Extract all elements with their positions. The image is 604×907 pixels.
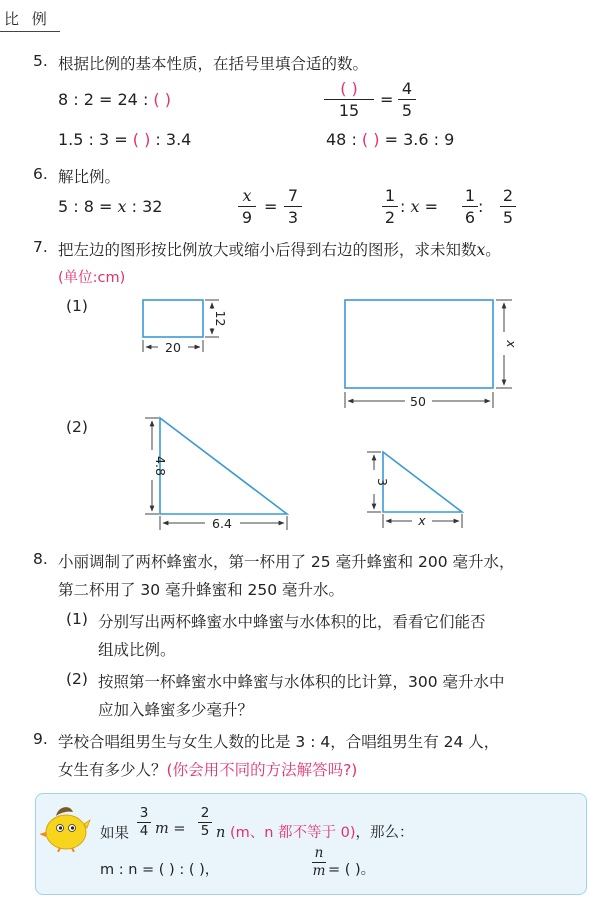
q6-number: 6. xyxy=(33,165,48,183)
q7-big-tri-base-label: 6.4 xyxy=(212,516,232,531)
q5-eq3-left: 1.5 : 3 = xyxy=(58,130,133,149)
q6-eq3-d2: 6 xyxy=(464,208,476,227)
q8-line2: 第二杯用了 30 毫升蜂蜜和 250 毫升水。 xyxy=(58,581,345,599)
q6-eq2-rnum: 7 xyxy=(287,186,299,205)
tip-line2-b: = ( )。 xyxy=(328,862,376,878)
tip-fd: m xyxy=(312,863,326,879)
q5-eq2-den: 15 xyxy=(338,101,360,120)
tip-fn: n xyxy=(314,845,324,861)
q6-eq1-var: x xyxy=(117,197,127,216)
q5-eq4-right: = 3.6 : 9 xyxy=(379,130,455,149)
tip-line2-a: m : n = ( ) : ( )， xyxy=(100,862,220,878)
q9-question: 女生有多少人？ xyxy=(58,761,167,779)
q7-unit: (单位:cm) xyxy=(58,270,126,286)
mascot-bird-icon xyxy=(40,802,92,852)
q8-number: 8. xyxy=(33,550,48,568)
q8-sub1-line1: 分别写出两杯蜂蜜水中蜂蜜与水体积的比，看看它们能否 xyxy=(98,613,486,631)
tip-var-n: n xyxy=(216,825,226,841)
q7-small-rect-width-label: 20 xyxy=(165,340,181,355)
q6-eq3-eq: = xyxy=(419,197,439,216)
q5-eq1-blank[interactable]: ( ) xyxy=(153,90,171,109)
q5-number: 5. xyxy=(33,52,48,70)
q7-end: 。 xyxy=(485,241,501,259)
q7-big-tri-height-label: 4.8 xyxy=(153,456,168,476)
q7-small-rect-height-label: 12 xyxy=(213,310,228,327)
q5-eq2-blank[interactable]: ( ) xyxy=(340,79,358,98)
q9-hint: (你会用不同的方法解答吗?) xyxy=(166,761,358,779)
tip-after: ，那么： xyxy=(355,825,414,841)
q6-eq3-n3: 2 xyxy=(502,186,514,205)
tip-f1d: 4 xyxy=(139,823,149,839)
q6-eq3-n1: 1 xyxy=(384,186,396,205)
tip-condition: (m、n 都不等于 0) xyxy=(229,825,356,841)
q6-eq2-num: x xyxy=(242,186,252,205)
q8-line1: 小丽调制了两杯蜂蜜水，第一杯用了 25 毫升蜂蜜和 200 毫升水， xyxy=(58,553,515,571)
q8-sub2-line1: 按照第一杯蜂蜜水中蜂蜜与水体积的比计算，300 毫升水中 xyxy=(98,673,505,691)
q5-eq4-blank[interactable]: ( ) xyxy=(361,130,380,149)
tip-fraction-2-5 xyxy=(198,806,212,839)
tip-fraction-n-m xyxy=(312,846,326,879)
q5-eq2-rden: 5 xyxy=(401,101,413,120)
q9-line2 xyxy=(58,758,357,780)
q8-sub2-line2: 应加入蜂蜜多少毫升？ xyxy=(98,701,254,719)
tip-prefix: 如果 xyxy=(100,826,129,842)
tip-var-m: m xyxy=(155,821,169,837)
q6-eq3-d3: 5 xyxy=(502,208,514,227)
q6-eq3-colon2: : xyxy=(478,197,484,216)
q5-eq2-rnum: 4 xyxy=(401,79,413,98)
q8-sub2-label: (2) xyxy=(66,670,88,688)
q6-eq3-colon1: : xyxy=(400,197,411,216)
q5-eq1-left: 8 : 2 = 24 : xyxy=(58,90,154,109)
q5-eq4-left: 48 : xyxy=(326,130,362,149)
q9-line1: 学校合唱组男生与女生人数的比是 3 : 4，合唱组男生有 24 人， xyxy=(58,733,500,751)
q6-eq2-den: 9 xyxy=(241,208,253,227)
q5-eq3-right: : 3.4 xyxy=(150,130,192,149)
q7-big-triangle xyxy=(160,418,287,514)
tip-f2d: 5 xyxy=(200,823,210,839)
q7-small-tri-height-label: 3 xyxy=(375,478,390,486)
q6-eq1-left: 5 : 8 = xyxy=(58,197,118,216)
q7-part2-label: (2) xyxy=(66,418,88,436)
tip-eq: = xyxy=(168,821,186,837)
q7-big-rect-width-label: 50 xyxy=(410,394,426,409)
q5-eq2-equals: = xyxy=(380,90,394,109)
q5-eq3-blank[interactable]: ( ) xyxy=(132,130,151,149)
q8-sub1-label: (1) xyxy=(66,610,88,628)
tip-fraction-3-4 xyxy=(137,806,151,839)
q7-small-triangle xyxy=(383,452,462,512)
q7-big-rectangle xyxy=(345,300,493,388)
tip-line1-rest xyxy=(216,821,414,842)
q9-number: 9. xyxy=(33,730,48,748)
q6-eq3-n2: 1 xyxy=(464,186,476,205)
q6-eq1-right: : 32 xyxy=(126,197,163,216)
q7-part1-label: (1) xyxy=(66,297,88,315)
q6-eq3-d1: 2 xyxy=(384,208,396,227)
q7-small-rectangle xyxy=(143,300,203,337)
q5-instruction: 根据比例的基本性质，在括号里填合适的数。 xyxy=(58,55,369,73)
tip-eq-mid xyxy=(155,821,186,837)
q6-instruction: 解比例。 xyxy=(58,168,121,186)
tip-box xyxy=(35,793,587,895)
q7-small-tri-base-label: x xyxy=(418,513,426,528)
q6-eq2-equals: = xyxy=(264,197,278,216)
q7-var: x xyxy=(476,241,486,259)
q8-sub1-line2: 组成比例。 xyxy=(98,641,176,659)
page-header: 比 例 xyxy=(4,10,51,28)
tip-f2n: 2 xyxy=(200,805,210,821)
q6-eq3-var: x xyxy=(410,197,420,216)
q7-big-rect-height-label: x xyxy=(504,340,519,348)
q6-eq2-rden: 3 xyxy=(287,208,299,227)
q7-number: 7. xyxy=(33,238,48,256)
q7-instruction-text: 把左边的图形按比例放大或缩小后得到右边的图形，求未知数 xyxy=(58,241,477,259)
tip-f1n: 3 xyxy=(139,805,149,821)
